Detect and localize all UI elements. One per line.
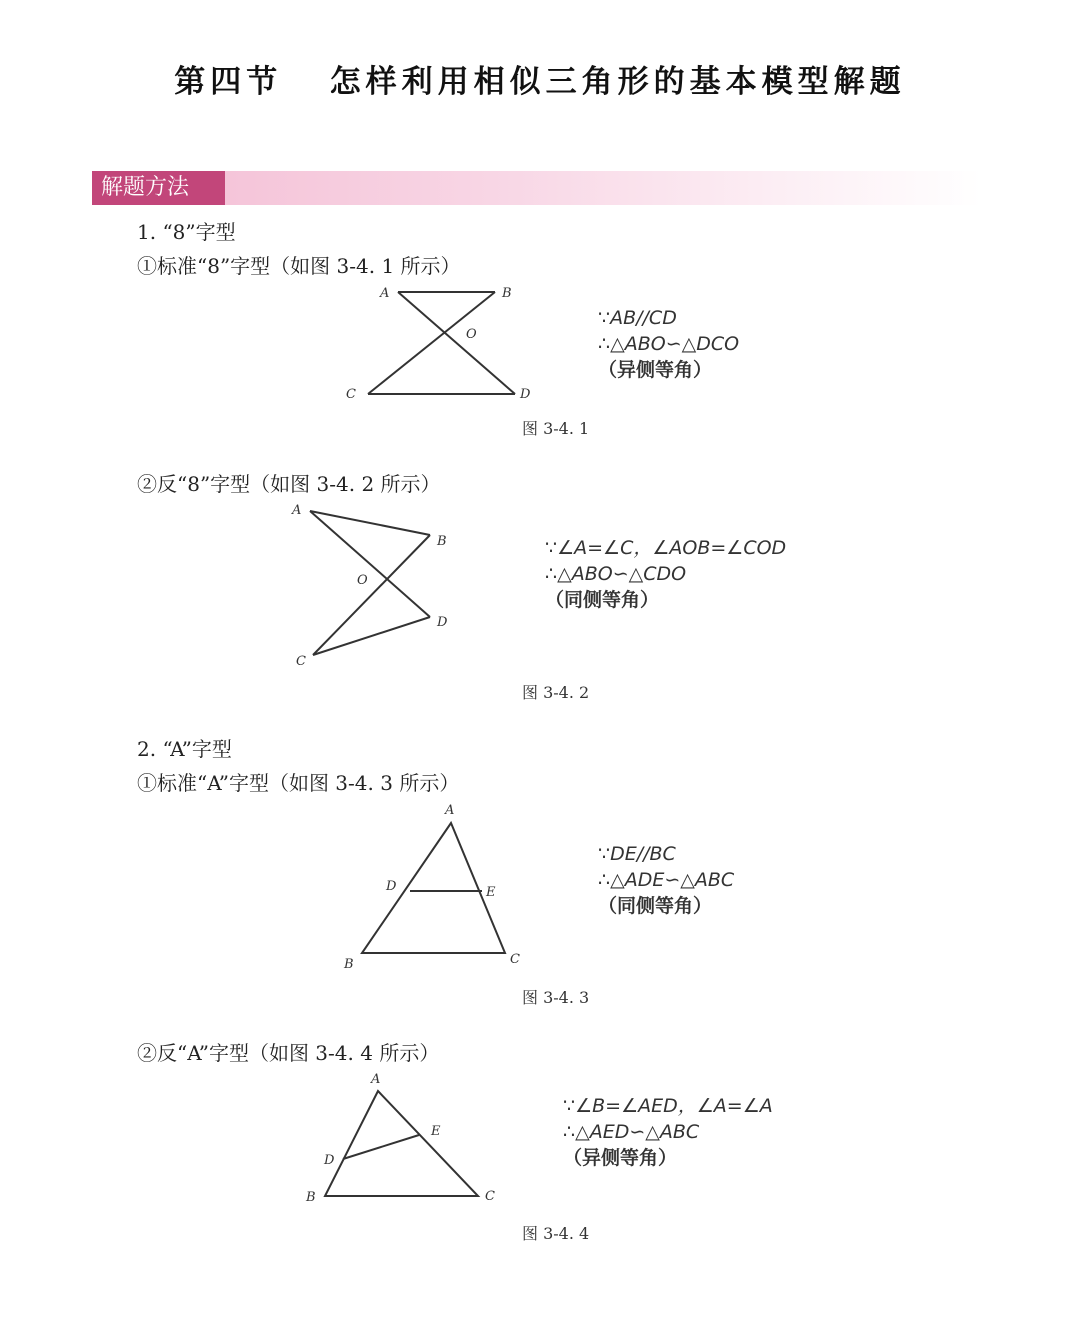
point-label-c: C xyxy=(296,654,306,669)
figure-3-4-3 xyxy=(330,798,530,973)
point-label-o: O xyxy=(466,327,477,342)
heading-a-shape: 2. “A”字型 xyxy=(137,737,232,761)
given-statement: ∵AB//CD xyxy=(598,307,677,329)
point-label-c: C xyxy=(485,1189,495,1204)
figure-caption-3-4-4: 图 3-4. 4 xyxy=(522,1224,590,1243)
point-label-b: B xyxy=(306,1190,316,1205)
point-label-a: A xyxy=(292,503,302,518)
conclusion-statement: ∴△ABO∽△CDO xyxy=(545,563,687,585)
subheading-reverse-8: ②反“8”字型（如图 3-4. 2 所示） xyxy=(137,472,441,496)
segment-ad xyxy=(398,292,515,394)
point-label-c: C xyxy=(510,952,520,967)
reasoning-block-1 xyxy=(598,305,739,383)
reason-note: （同侧等角） xyxy=(598,895,713,917)
reasoning-block-4 xyxy=(563,1093,773,1171)
given-statement: ∵∠B=∠AED，∠A=∠A xyxy=(563,1095,773,1117)
triangle-abc xyxy=(325,1091,478,1196)
reasoning-block-2 xyxy=(545,535,786,613)
point-label-c: C xyxy=(346,387,356,402)
reasoning-block-3 xyxy=(598,841,734,919)
point-label-a: A xyxy=(371,1072,381,1087)
reason-note: （异侧等角） xyxy=(598,359,713,381)
reason-note: （同侧等角） xyxy=(545,589,660,611)
point-label-d: D xyxy=(324,1153,335,1168)
figure-caption-3-4-2: 图 3-4. 2 xyxy=(522,683,590,702)
point-label-a: A xyxy=(445,803,455,818)
subheading-standard-a: ①标准“A”字型（如图 3-4. 3 所示） xyxy=(137,771,460,795)
conclusion-statement: ∴△ABO∽△DCO xyxy=(598,333,740,355)
point-label-o: O xyxy=(357,573,368,588)
point-label-e: E xyxy=(486,885,496,900)
given-statement: ∵∠A=∠C，∠AOB=∠COD xyxy=(545,537,787,559)
reason-note: （异侧等角） xyxy=(563,1147,678,1169)
given-statement: ∵DE//BC xyxy=(598,843,676,865)
conclusion-statement: ∴△ADE∽△ABC xyxy=(598,869,735,891)
point-label-a: A xyxy=(380,286,390,301)
subheading-reverse-a: ②反“A”字型（如图 3-4. 4 所示） xyxy=(137,1041,440,1065)
subheading-standard-8: ①标准“8”字型（如图 3-4. 1 所示） xyxy=(137,254,461,278)
figure-caption-3-4-1: 图 3-4. 1 xyxy=(522,419,590,438)
page-title: 第四节 怎样利用相似三角形的基本模型解题 xyxy=(174,64,906,100)
figure-3-4-4 xyxy=(295,1065,510,1210)
point-label-d: D xyxy=(520,387,531,402)
section-label: 解题方法 xyxy=(92,171,225,205)
figure-caption-3-4-3: 图 3-4. 3 xyxy=(522,988,590,1007)
point-label-b: B xyxy=(437,534,447,549)
figure-3-4-2 xyxy=(280,495,480,675)
heading-8-shape: 1. “8”字型 xyxy=(137,220,236,244)
point-label-d: D xyxy=(386,879,397,894)
point-label-b: B xyxy=(502,286,512,301)
triangle-abc xyxy=(362,823,505,953)
point-label-d: D xyxy=(437,615,448,630)
segment-ab xyxy=(310,511,430,535)
point-label-e: E xyxy=(431,1124,441,1139)
segment-ad xyxy=(310,511,430,617)
segment-bc xyxy=(368,292,495,394)
point-label-b: B xyxy=(344,957,354,972)
conclusion-statement: ∴△AED∽△ABC xyxy=(563,1121,700,1143)
figure-3-4-1 xyxy=(330,280,550,405)
section-banner xyxy=(92,171,982,205)
